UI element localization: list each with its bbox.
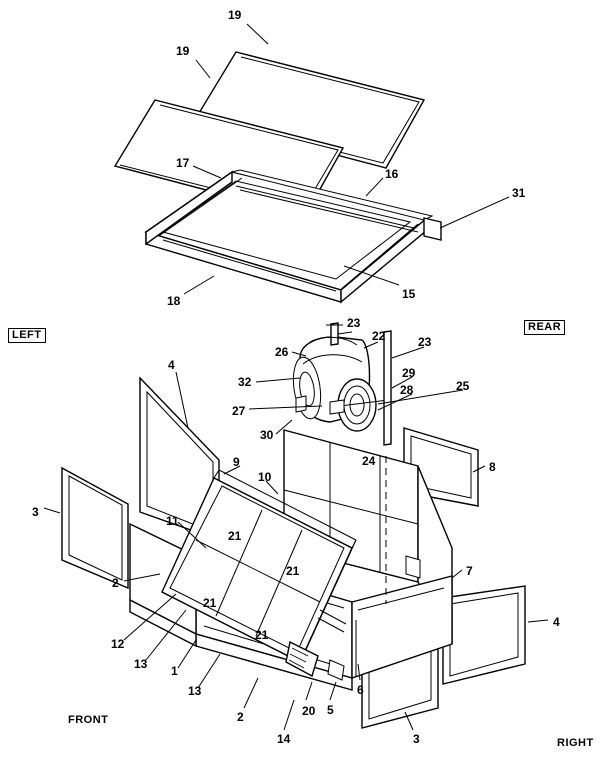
orientation-right: RIGHT [557,737,594,749]
callout-22: 22 [372,329,386,343]
side-panel-3-left [44,468,128,588]
callout-23-left: 23 [347,316,361,330]
callout-18: 18 [167,294,181,308]
leader-19-upper [247,24,268,44]
callout-8: 8 [489,460,496,474]
callout-24: 24 [362,454,376,468]
side-panel-4-right [443,586,548,684]
callout-9: 9 [233,455,240,469]
callout-25: 25 [456,379,470,393]
leader-19-lower [196,60,210,78]
callout-2-front: 2 [237,710,244,724]
callout-32: 32 [238,375,252,389]
callout-19-lower: 19 [176,44,190,58]
callout-23-right: 23 [418,335,432,349]
callout-4-left: 4 [168,358,175,372]
orientation-rear: REAR [524,320,565,335]
callout-26: 26 [275,345,289,359]
callout-21-b: 21 [286,564,300,578]
callout-12: 12 [111,637,125,651]
callout-29: 29 [402,366,416,380]
callout-3-right: 3 [413,732,420,746]
callout-21-a: 21 [228,529,242,543]
callout-2-left: 2 [112,576,119,590]
callout-1: 1 [171,664,178,678]
callout-11: 11 [166,514,179,528]
callout-3-left: 3 [32,505,39,519]
callout-14: 14 [277,732,291,746]
callout-6: 6 [357,683,364,697]
callout-15: 15 [402,287,416,301]
callout-13-b: 13 [188,684,202,698]
callout-30: 30 [260,428,274,442]
callout-28: 28 [400,383,414,397]
callout-10: 10 [258,470,272,484]
callout-31: 31 [512,186,526,200]
callout-19-upper: 19 [228,8,242,22]
orientation-left: LEFT [8,328,46,343]
callout-7: 7 [466,564,473,578]
callout-27: 27 [232,404,246,418]
callout-21-d: 21 [255,628,269,642]
callout-13-a: 13 [134,657,148,671]
orientation-front: FRONT [68,714,109,726]
callout-17: 17 [176,156,190,170]
callout-20: 20 [302,704,316,718]
callout-4-right: 4 [553,615,560,629]
callout-21-c: 21 [203,596,217,610]
top-frame-assembly [146,170,441,302]
callout-5: 5 [327,703,334,717]
callout-16: 16 [385,167,399,181]
